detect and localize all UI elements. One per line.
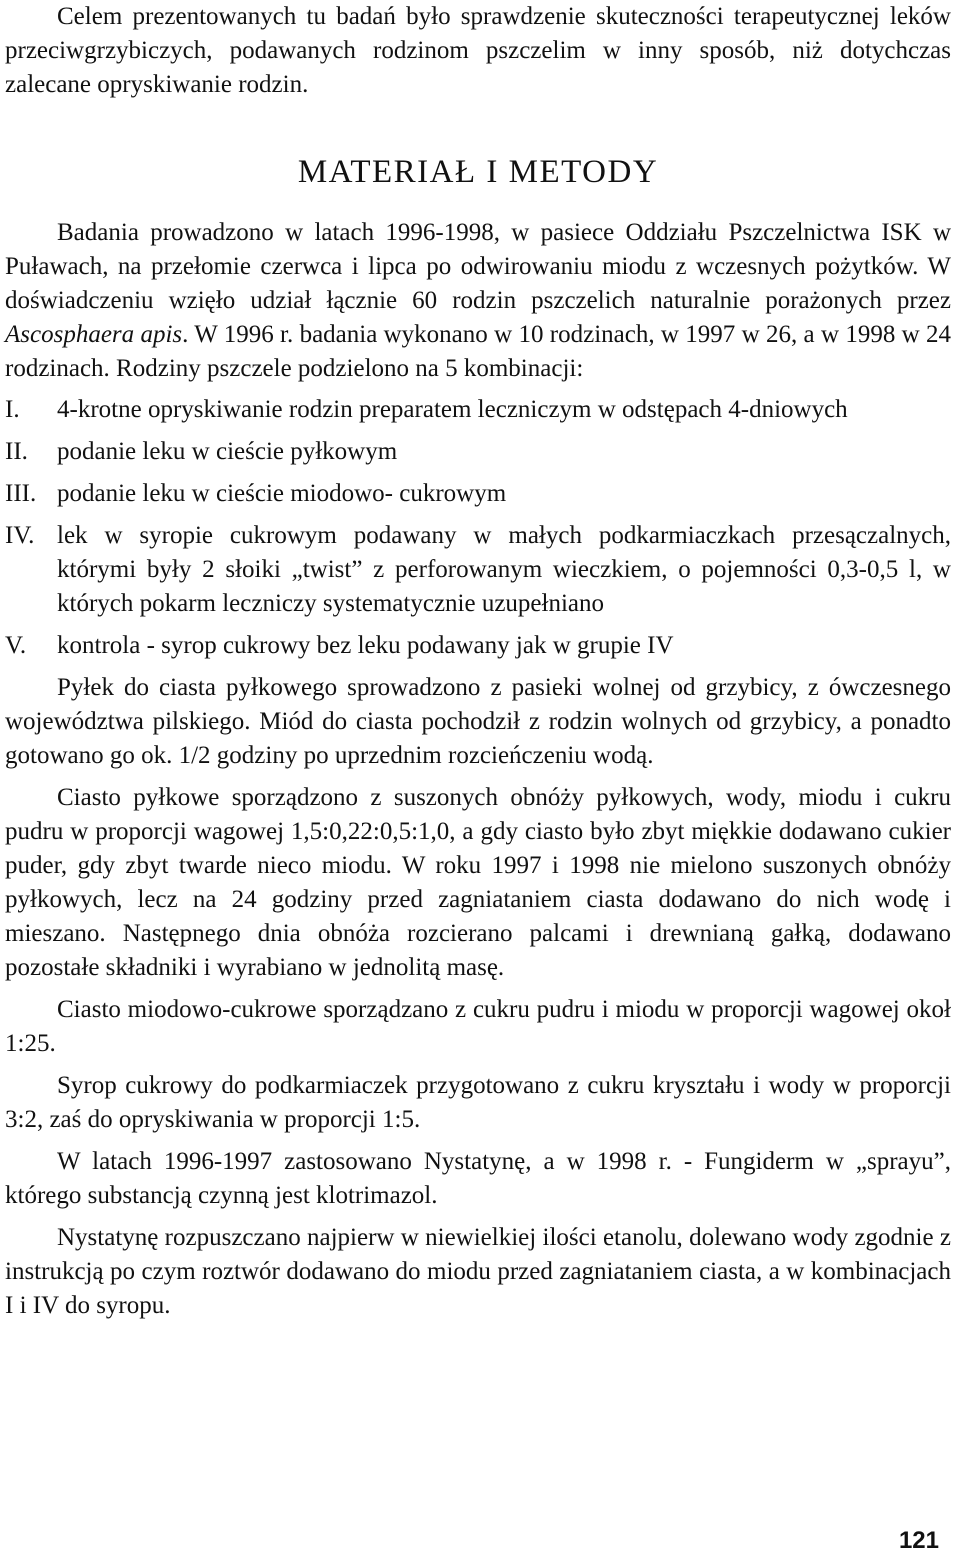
combination-number: I.	[5, 396, 20, 423]
nystatin-paragraph: Nystatynę rozpuszczano najpierw w niewielkiej ilości etanolu, dolewano wody zgodnie z instrukcją po czym roztwór dodawano do miodu przed zagniataniem ciasta, a w kombinacjach I i IV do syropu.	[5, 1224, 951, 1319]
combination-number: III.	[5, 480, 37, 507]
combination-item	[5, 435, 951, 469]
methods-paragraph	[5, 216, 951, 386]
document-page	[5, 0, 951, 1567]
methods-text-start: Badania prowadzono w latach 1996-1998, w pasiece Oddziału Pszczelnictwa ISK w Puławach, na przełomie czerwca i lipca po odwirowaniu miodu z wczesnych pożytków. W doświadczeniu wzięło udział łącznie 60 rodzin pszczelich naturalnie porażonych przez	[5, 219, 951, 314]
methods-text-end: . W 1996 r. badania wykonano w 10 rodzinach, w 1997 w 26, a w 1998 w 24 rodzinach. Rodziny pszczele podzielono na 5 kombinacji:	[5, 321, 952, 382]
species-name: Ascosphaera apis	[5, 321, 183, 348]
combination-number: IV.	[5, 522, 35, 549]
combination-text: lek w syropie cukrowym podawany w małych podkarmiaczkach przesączalnych, którymi były 2 słoiki „twist” z perforowanym wieczkiem, o pojemności 0,3-0,5 l, w których pokarm leczniczy systematycznie uzupełniano	[57, 522, 951, 617]
combination-item	[5, 629, 951, 663]
combination-text: podanie leku w cieście miodowo- cukrowym	[57, 480, 507, 507]
page-number: 121	[898, 1527, 939, 1554]
combination-number: V.	[5, 632, 27, 659]
combination-item	[5, 519, 951, 621]
combination-item	[5, 393, 951, 427]
combination-item	[5, 477, 951, 511]
combination-text: kontrola - syrop cukrowy bez leku podawany jak w grupie IV	[57, 632, 674, 659]
intro-paragraph: Celem prezentowanych tu badań było sprawdzenie skuteczności terapeutycznej leków przeciwgrzybiczych, podawanych rodzinom pszczelim w inny sposób, niż dotychczas zalecane opryskiwanie rodzin.	[5, 3, 951, 98]
honey-sugar-cake-paragraph: Ciasto miodowo-cukrowe sporządzano z cukru pudru i miodu w proporcji wagowej okoł 1:25.	[5, 996, 951, 1057]
drugs-paragraph: W latach 1996-1997 zastosowano Nystatynę, a w 1998 r. - Fungiderm w „sprayu”, którego substancją czynną jest klotrimazol.	[5, 1148, 951, 1209]
section-heading: MATERIAŁ I METODY	[297, 154, 659, 190]
combination-text: 4-krotne opryskiwanie rodzin preparatem leczniczym w odstępach 4-dniowych	[57, 396, 848, 423]
syrup-paragraph: Syrop cukrowy do podkarmiaczek przygotowano z cukru kryształu i wody w proporcji 3:2, zaś do opryskiwania w proporcji 1:5.	[5, 1072, 951, 1133]
combination-text: podanie leku w cieście pyłkowym	[57, 438, 398, 465]
combination-list	[5, 393, 951, 663]
combination-number: II.	[5, 438, 28, 465]
pollen-cake-paragraph: Ciasto pyłkowe sporządzono z suszonych obnóży pyłkowych, wody, miodu i cukru pudru w proporcji wagowej 1,5:0,22:0,5:1,0, a gdy ciasto było zbyt miękkie dodawano cukier puder, gdy zbyt twarde nieco miodu. W roku 1997 i 1998 nie mielono suszonych obnóży pyłkowych, lecz na 24 godziny przed zagniataniem ciasta dodawano do nich wodę i mieszano. Następnego dnia obnóża rozcierano palcami i drewnianą gałką, dodawano pozostałe składniki i wyrabiano w jednolitą masę.	[5, 784, 951, 981]
pollen-source-paragraph: Pyłek do ciasta pyłkowego sprowadzono z pasieki wolnej od grzybicy, z ówczesnego województwa pilskiego. Miód do ciasta pochodził z rodzin wolnych od grzybicy, a ponadto gotowano go ok. 1/2 godziny po uprzednim rozcieńczeniu wodą.	[5, 674, 951, 769]
